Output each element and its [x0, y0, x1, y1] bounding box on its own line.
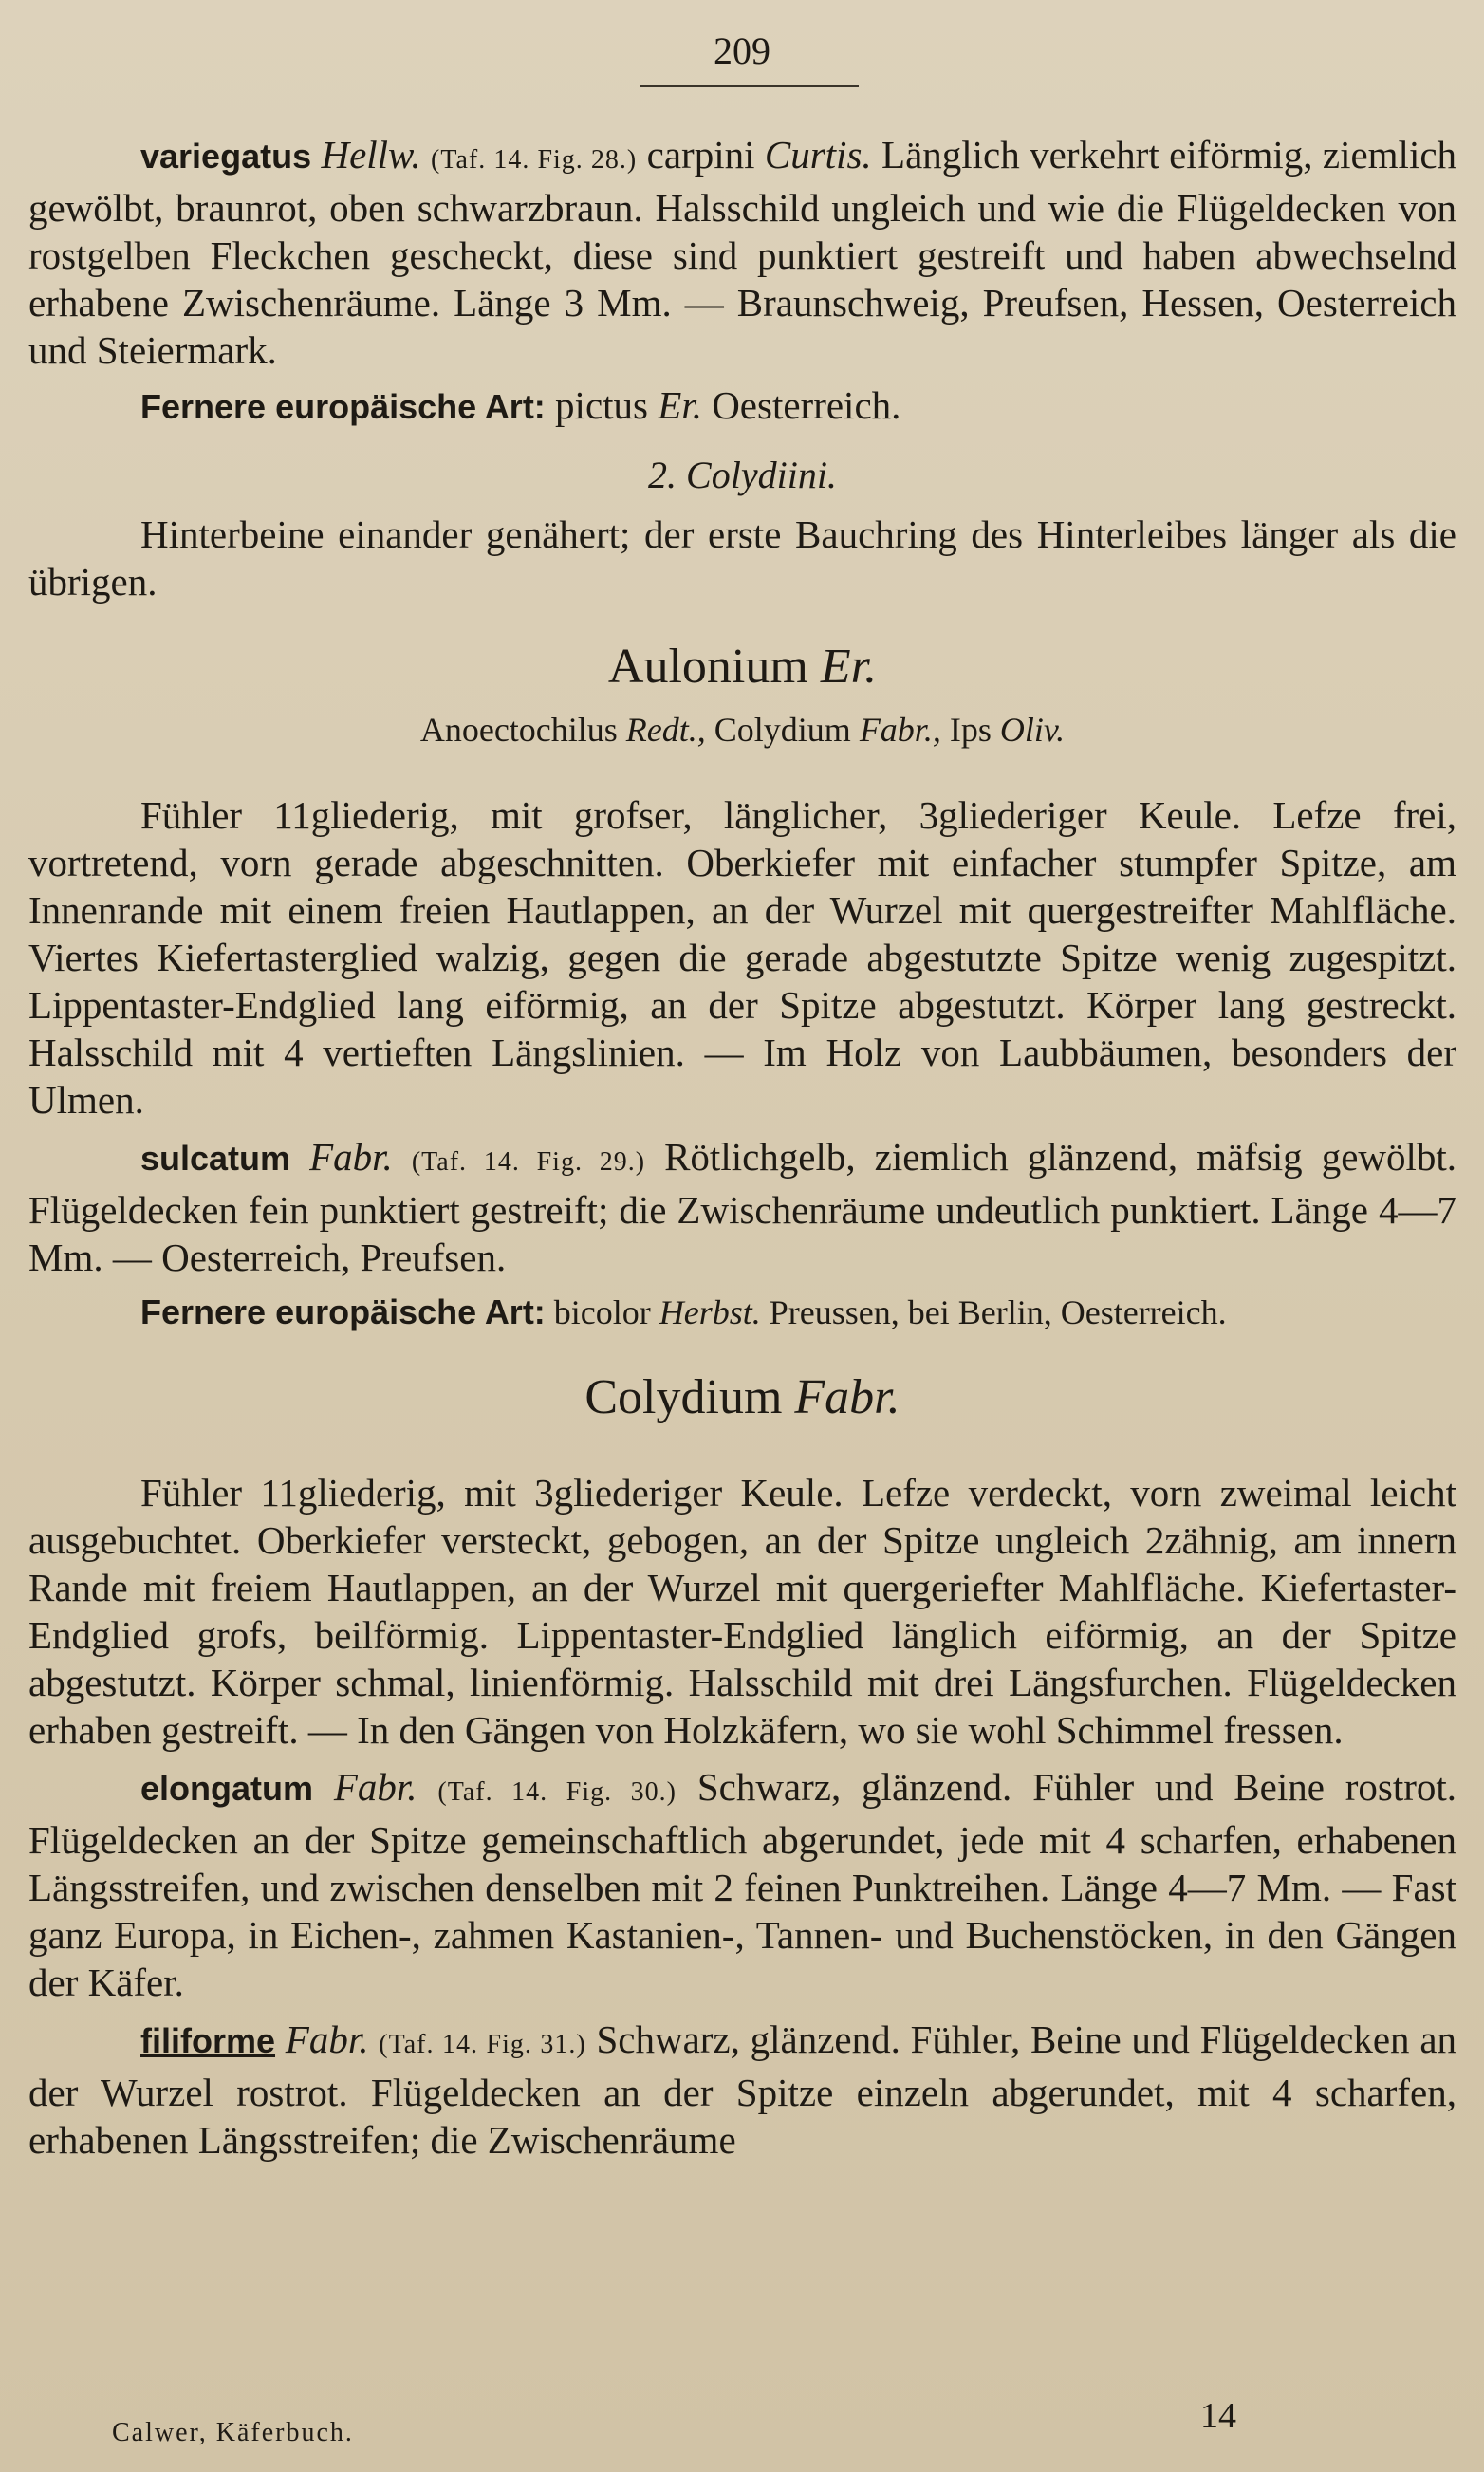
genus-author: Er.: [820, 640, 878, 694]
genus-name: Aulonium: [607, 640, 808, 694]
plate-reference: (Taf. 14. Fig. 28.): [431, 145, 638, 175]
plate-reference: (Taf. 14. Fig. 29.): [411, 1147, 646, 1177]
synonym-author: Oliv.: [999, 711, 1066, 749]
species-name: variegatus: [140, 137, 312, 176]
genus-description-colydium: Fühler 11gliederig, mit 3gliederiger Keule. Lefze verdeckt, vorn zweimal leicht ausgebuchtet. Oberkiefer versteckt, gebogen, an der Spitze ungleich 2zähnig, am innern Rande mit freiem Hautlappen, an der Wurzel mit quergeriefter Mahlfläche. Kiefertaster-Endglied grofs, beilförmig. Lippentaster-Endglied länglich eiförmig, an der Spitze abgestutzt. Körper schmal, linienförmig. Halsschild mit drei Längsfurchen. Flügeldecken erhaben gestreift. — In den Gängen von Holzkäfern, wo sie wohl Schimmel fressen.: [28, 1471, 1456, 1752]
synonym-author: Fabr.,: [859, 711, 941, 749]
synonym-name: Anoectochilus: [419, 711, 618, 749]
further-species-author: Er.: [658, 383, 702, 427]
synonym-name: Colydium: [714, 711, 851, 749]
further-species-author: Herbst.: [659, 1293, 761, 1331]
further-species-locality: Oesterreich.: [712, 383, 901, 427]
page-number: 209: [714, 29, 770, 72]
page-content: [28, 131, 1456, 2171]
species-entry-sulcatum: [28, 1133, 1456, 1281]
species-author: Fabr.: [309, 1135, 393, 1179]
further-species-locality: Preussen, bei Berlin, Oesterreich.: [769, 1293, 1227, 1331]
species-author: Fabr.: [285, 2017, 369, 2061]
synonym-name: carpini: [646, 133, 755, 177]
species-description: Schwarz, glänzend. Fühler, Beine und Flügeldecken an der Wurzel rostrot. Flügeldecken an der Spitze einzeln abgerundet, mit 4 scharfen, erhabenen Längsstreifen; die Zwischenräume: [28, 2017, 1457, 2162]
species-name: elongatum: [140, 1769, 314, 1808]
species-name: filiforme: [140, 2021, 276, 2060]
species-author: Fabr.: [333, 1765, 417, 1809]
genus-title-aulonium: [28, 634, 1456, 700]
genus-title-colydium: [28, 1365, 1456, 1431]
species-entry-elongatum: [28, 1763, 1456, 2006]
species-entry-filiforme: [28, 2016, 1456, 2164]
genus-description-aulonium: Fühler 11gliederig, mit grofser, länglicher, 3gliederiger Keule. Lefze frei, vortretend, vorn gerade abgeschnitten. Oberkiefer mit einfacher stumpfer Spitze, am Innenrande mit einem freien Hautlappen, an der Wurzel mit quergestreifter Mahlfläche. Viertes Kiefertasterglied walzig, gegen die gerade abgestutzte Spitze wenig zugespitzt. Lippentaster-Endglied lang eiförmig, an der Spitze abgestutzt. Körper lang gestreckt. Halsschild mit 4 vertieften Längslinien. — Im Holz von Laubbäumen, besonders der Ulmen.: [28, 793, 1456, 1122]
synonym-author: Redt.,: [625, 711, 706, 749]
further-species-line: [28, 1289, 1456, 1336]
section-description: Hinterbeine einander genähert; der erste Bauchring des Hinterleibes länger als die übrigen.: [28, 512, 1456, 604]
further-species-label: Fernere europäische Art:: [140, 1292, 546, 1331]
footer-book-title: Calwer, Käferbuch.: [112, 2418, 354, 2447]
species-description: Rötlichgelb, ziemlich glänzend, mäfsig gewölbt. Flügeldecken fein punktiert gestreift; die Zwischenräume undeutlich punktiert. Länge 4—7 Mm. — Oesterreich, Preufsen.: [28, 1135, 1457, 1279]
species-description: Schwarz, glänzend. Fühler und Beine rostrot. Flügeldecken an der Spitze gemeinschaftlich abgerundet, jede mit 4 scharfen, erhabenen Längsstreifen, und zwischen denselben mit 2 feinen Punktreihen. Länge 4—7 Mm. — Fast ganz Europa, in Eichen-, zahmen Kastanien-, Tannen- und Buchenstöcken, in den Gängen der Käfer.: [28, 1765, 1457, 2004]
further-species-line: [28, 381, 1456, 431]
genus-name: Colydium: [584, 1370, 783, 1424]
species-author: Hellw.: [321, 133, 421, 177]
footer-signature-number: 14: [1200, 2396, 1236, 2436]
further-species-name: bicolor: [553, 1293, 651, 1331]
species-name: sulcatum: [140, 1139, 291, 1178]
section-title: 2. Colydiini.: [648, 454, 837, 496]
plate-reference: (Taf. 14. Fig. 30.): [437, 1777, 677, 1807]
synonym-author: Curtis.: [764, 133, 872, 177]
further-species-label: Fernere europäische Art:: [140, 387, 546, 426]
synonym-name: Ips: [949, 711, 992, 749]
species-description: Länglich verkehrt eiförmig, ziemlich gewölbt, braunrot, oben schwarzbraun. Halsschild ungleich und wie die Flügeldecken von rostgelben Fleckchen gescheckt, diese sind punktiert gestreift und haben abwechselnd erhabene Zwischenräume. Länge 3 Mm. — Braunschweig, Preufsen, Hessen, Oesterreich und Steiermark.: [28, 133, 1457, 372]
genus-author: Fabr.: [794, 1370, 900, 1424]
species-entry-variegatus: [28, 131, 1456, 374]
page-number-rule: [640, 85, 859, 87]
further-species-name: pictus: [555, 383, 648, 427]
genus-synonyms: [28, 706, 1456, 753]
plate-reference: (Taf. 14. Fig. 31.): [379, 2030, 586, 2059]
